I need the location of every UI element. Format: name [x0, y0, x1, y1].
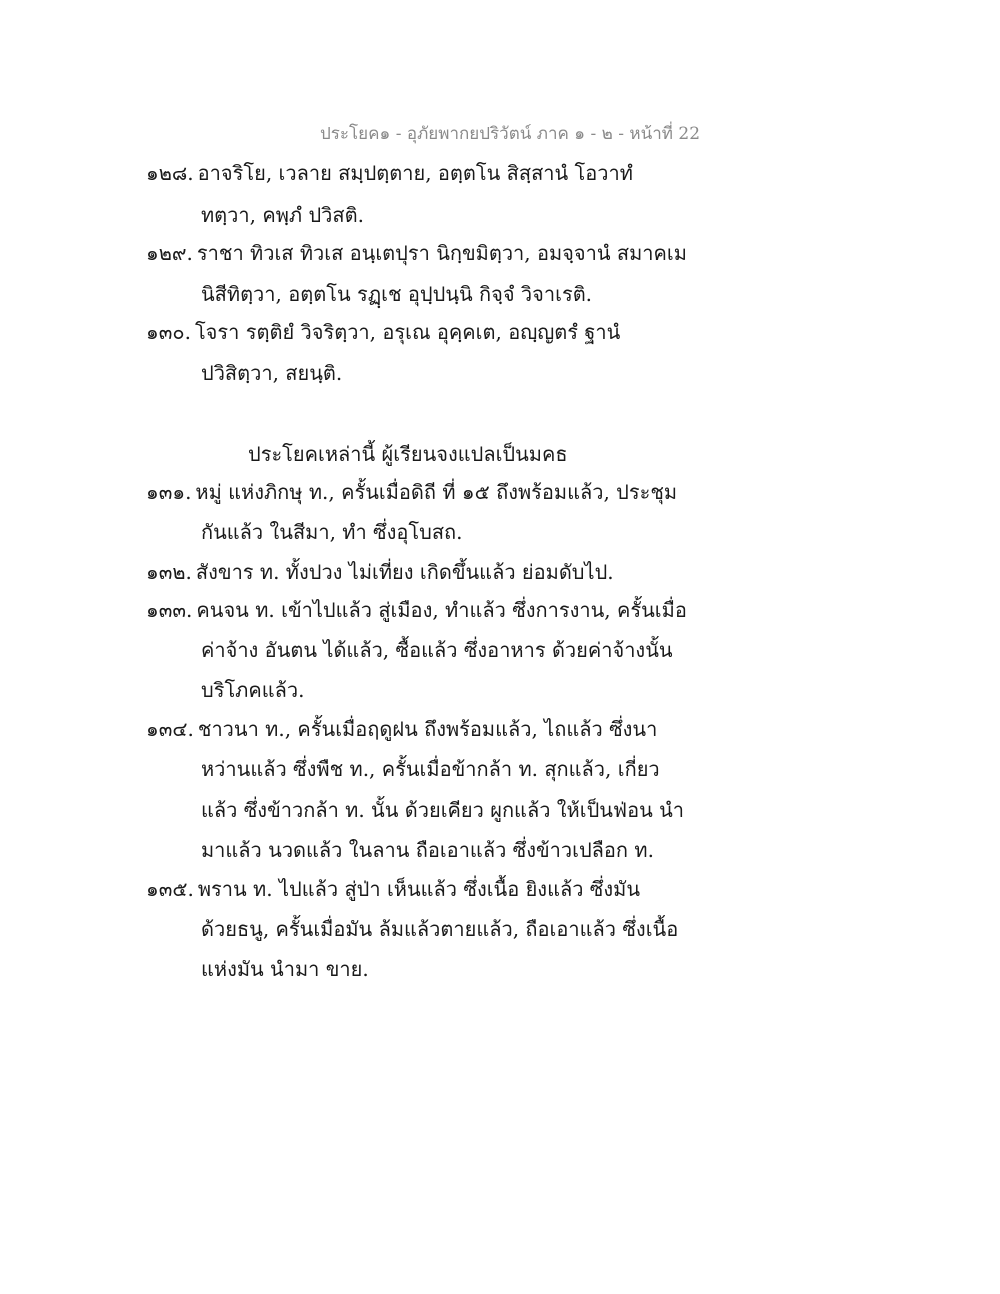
item-133-line-1 [146, 600, 687, 620]
item-number: ๑๓๒. [146, 560, 192, 584]
item-135-line-3: แห่งมัน นำมา ขาย. [201, 957, 369, 981]
item-text: อาจริโย, เวลาย สมฺปตฺตาย, อตฺตโน สิสฺสานํ โอวาทํ [197, 161, 633, 185]
item-133-line-3: บริโภคแล้ว. [201, 678, 305, 702]
section-title: ประโยคเหล่านี้ ผู้เรียนจงแปลเป็นมคธ [248, 442, 568, 466]
item-130-line-1 [146, 322, 620, 342]
item-number: ๑๒๘. [146, 161, 194, 185]
item-129-line-1 [146, 243, 687, 263]
item-text: สังขาร ท. ทั้งปวง ไม่เที่ยง เกิดขึ้นแล้ว ย่อมดับไป. [195, 560, 614, 584]
item-129-line-2: นิสีทิตฺวา, อตฺตโน รฏฺเช อุปฺปนฺนิ กิจฺจํ วิจาเรติ. [201, 282, 593, 306]
item-text: ชาวนา ท., ครั้นเมื่อฤดูฝน ถึงพร้อมแล้ว, ไถแล้ว ซึ่งนา [197, 717, 658, 741]
item-130-line-2: ปวิสิตฺวา, สยนฺติ. [201, 361, 343, 385]
item-134-line-1 [146, 719, 657, 739]
item-131-line-2: กันแล้ว ในสีมา, ทำ ซึ่งอุโบสถ. [201, 520, 463, 544]
item-131-line-1 [146, 482, 677, 502]
item-number: ๑๓๔. [146, 717, 194, 741]
item-number: ๑๓๐. [146, 320, 191, 344]
item-text: คนจน ท. เข้าไปแล้ว สู่เมือง, ทำแล้ว ซึ่งการงาน, ครั้นเมื่อ [196, 598, 687, 622]
item-135-line-1 [146, 879, 640, 899]
item-134-line-2: หว่านแล้ว ซึ่งพืช ท., ครั้นเมื่อข้ากล้า ท. สุกแล้ว, เกี่ยว [201, 757, 660, 781]
item-text: โจรา รตฺติยํ วิจริตฺวา, อรุเณ อุคฺคเต, อญฺญตรํ ฐานํ [194, 320, 621, 344]
item-text: หมู่ แห่งภิกษุ ท., ครั้นเมื่อดิถี ที่ ๑๕ ถึงพร้อมแล้ว, ประชุม [195, 480, 678, 504]
item-134-line-4: มาแล้ว นวดแล้ว ในลาน ถือเอาแล้ว ซึ่งข้าวเปลือก ท. [201, 838, 654, 862]
item-number: ๑๒๙. [146, 241, 193, 265]
item-number: ๑๓๓. [146, 598, 193, 622]
item-text: พราน ท. ไปแล้ว สู่ป่า เห็นแล้ว ซึ่งเนื้อ ยิงแล้ว ซึ่งมัน [197, 877, 640, 901]
item-number: ๑๓๑. [146, 480, 192, 504]
page-header: ประโยค๑ - อุภัยพากยปริวัตน์ ภาค ๑ - ๒ - หน้าที่ 22 [320, 124, 701, 144]
item-132-line-1 [146, 562, 614, 582]
item-number: ๑๓๕. [146, 877, 194, 901]
item-135-line-2: ด้วยธนู, ครั้นเมื่อมัน ล้มแล้วตายแล้ว, ถือเอาแล้ว ซึ่งเนื้อ [201, 917, 679, 941]
item-133-line-2: ค่าจ้าง อันตน ได้แล้ว, ซื้อแล้ว ซึ่งอาหาร ด้วยค่าจ้างนั้น [201, 638, 673, 662]
item-128-line-2: ทตฺวา, คพฺภํ ปวิสติ. [201, 203, 364, 227]
item-text: ราชา ทิวเส ทิวเส อนฺเตปุรา นิกฺขมิตฺวา, อมจฺจานํ สมาคเม [196, 241, 687, 265]
item-134-line-3: แล้ว ซึ่งข้าวกล้า ท. นั้น ด้วยเคียว ผูกแล้ว ให้เป็นฟ่อน นำ [201, 798, 685, 822]
item-128-line-1 [146, 163, 633, 183]
